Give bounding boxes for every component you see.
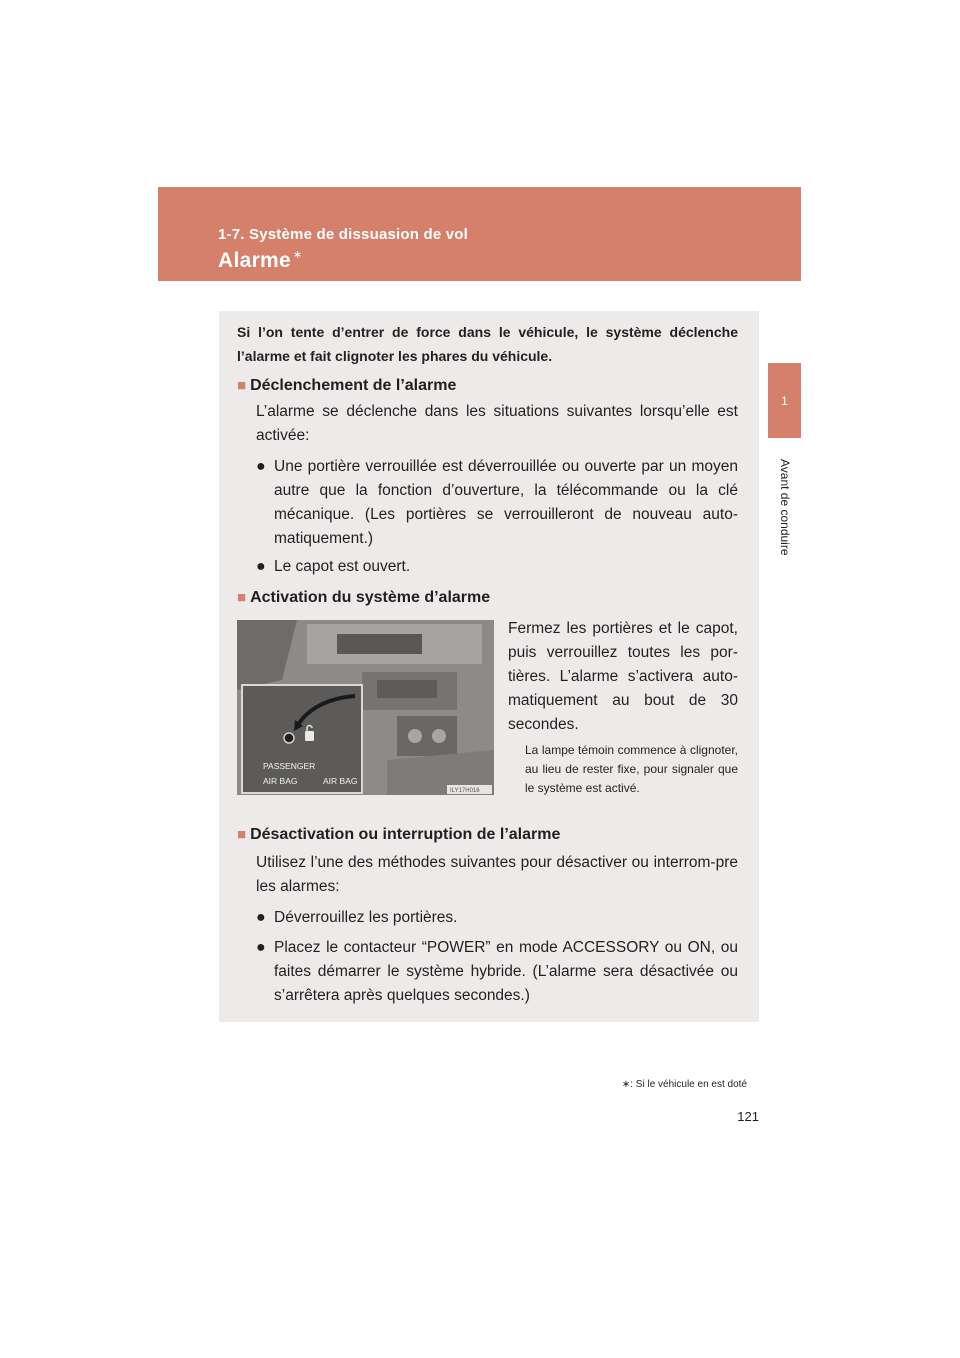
airbag-label-1: AIR BAG xyxy=(263,776,298,786)
heading-deactivation-text: Désactivation ou interruption de l’alarme xyxy=(250,826,561,843)
square-bullet-icon: ■ xyxy=(237,826,247,843)
chapter-tab[interactable]: 1 xyxy=(768,363,801,438)
section-label: 1-7. Système de dissuasion de vol xyxy=(218,226,469,243)
triggering-bullet-2-text: Le capot est ouvert. xyxy=(274,558,411,575)
heading-activation-text: Activation du système d’alarme xyxy=(250,589,491,606)
deactivation-bullet-2-text: Placez le contacteur “POWER” en mode ACCESSORY ou ON, ou faites démarrer le système hybride. (L’alarme sera désactivée ou s’arrêtera après quelques secondes.) xyxy=(274,939,738,1004)
chapter-label-text: Avant de conduire xyxy=(778,459,792,556)
deactivation-bullet-1 xyxy=(256,906,738,930)
heading-triggering-text: Déclenchement de l’alarme xyxy=(250,377,457,394)
triggering-bullet-1 xyxy=(256,455,738,551)
triggering-text: L’alarme se déclenche dans les situations suivantes lorsqu’elle est activée: xyxy=(256,403,738,444)
bullet-dot-icon: ● xyxy=(256,558,266,575)
photo-code: ILY17H016 xyxy=(450,788,480,794)
footnote xyxy=(622,1079,747,1090)
bullet-dot-icon: ● xyxy=(256,909,266,926)
page-title xyxy=(218,248,303,273)
heading-deactivation xyxy=(237,824,560,846)
dashboard-illustration xyxy=(237,620,494,795)
deactivation-text: Utilisez l’une des méthodes suivantes pour désactiver ou interrom-pre les alarmes: xyxy=(256,854,738,895)
deactivation-bullet-2 xyxy=(256,936,738,1008)
chapter-label xyxy=(770,445,800,570)
heading-triggering xyxy=(237,375,456,397)
bullet-dot-icon: ● xyxy=(256,458,266,475)
bullet-dot-icon: ● xyxy=(256,939,266,956)
dashboard-photo xyxy=(237,620,494,795)
intro-text: Si l’on tente d’entrer de force dans le véhicule, le système déclenche l’alarme et fait clignoter les phares du véhicule. xyxy=(237,324,738,364)
heading-activation xyxy=(237,587,490,609)
activation-text: Fermez les portières et le capot, puis verrouillez toutes les por-tières. L’alarme s’activera auto-matiquement au bout de 30 secondes. xyxy=(508,620,738,733)
activation-note: La lampe témoin commence à clignoter, au lieu de rester fixe, pour signaler que le système est activé. xyxy=(525,743,738,795)
page-number: 121 xyxy=(737,1109,759,1124)
page-title-text: Alarme xyxy=(218,249,292,272)
triggering-bullet-2 xyxy=(256,555,738,579)
square-bullet-icon: ■ xyxy=(237,589,247,606)
airbag-label-2: AIR BAG xyxy=(323,776,358,786)
square-bullet-icon: ■ xyxy=(237,377,247,394)
deactivation-bullet-1-text: Déverrouillez les portières. xyxy=(274,909,458,926)
footnote-asterisk: ∗ xyxy=(621,1079,631,1090)
passenger-label: PASSENGER xyxy=(263,761,316,771)
footnote-text: : Si le véhicule en est doté xyxy=(630,1079,747,1090)
triggering-bullet-1-text: Une portière verrouillée est déverrouillée ou ouverte par un moyen autre que la fonction d’ouverture, la télécommande ou la clé mécanique. (Les portières se verrouilleront de nouveau auto-matiquement.) xyxy=(274,458,738,547)
title-asterisk: ∗ xyxy=(293,249,303,261)
